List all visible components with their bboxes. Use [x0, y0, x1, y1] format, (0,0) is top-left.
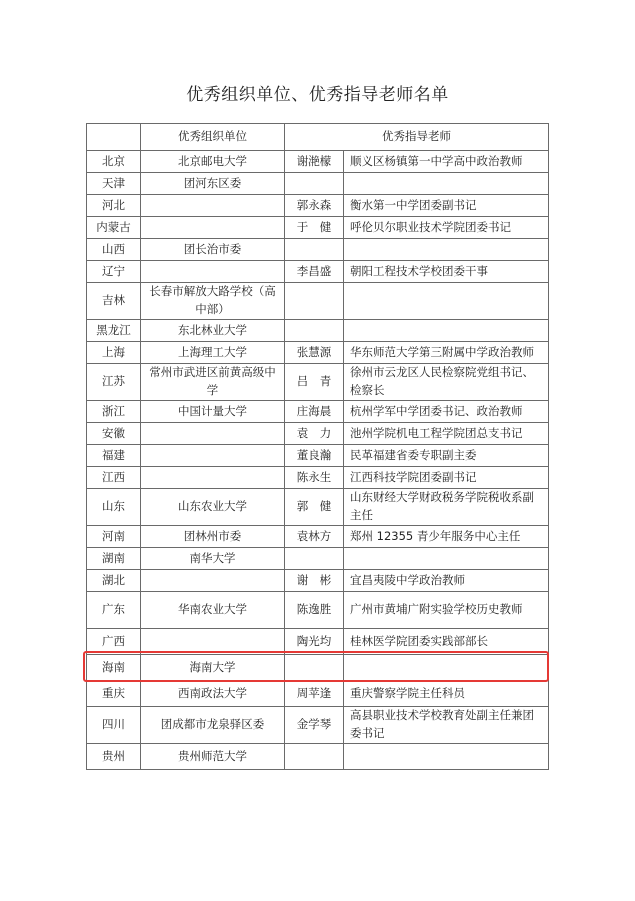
- province-cell: 黑龙江: [87, 320, 141, 342]
- instructor-title-cell: [344, 320, 549, 342]
- organization-cell: [141, 467, 285, 489]
- table-row: [87, 570, 549, 592]
- province-cell: 广西: [87, 629, 141, 655]
- instructor-title-cell: 衡水第一中学团委副书记: [344, 195, 549, 217]
- table-body: [87, 151, 549, 770]
- instructor-title-cell: 杭州学军中学团委书记、政治教师: [344, 401, 549, 423]
- organization-cell: [141, 217, 285, 239]
- table-row: [87, 320, 549, 342]
- organization-cell: 团河东区委: [141, 173, 285, 195]
- instructor-name-cell: [285, 548, 344, 570]
- instructor-title-cell: 桂林医学院团委实践部部长: [344, 629, 549, 655]
- instructor-name-cell: 李昌盛: [285, 261, 344, 283]
- organization-cell: 上海理工大学: [141, 342, 285, 364]
- organization-cell: 团林州市委: [141, 526, 285, 548]
- organization-cell: 北京邮电大学: [141, 151, 285, 173]
- instructor-name-cell: [285, 173, 344, 195]
- table-row: [87, 261, 549, 283]
- roster-table: [86, 123, 549, 770]
- province-cell: 贵州: [87, 744, 141, 770]
- province-cell: 辽宁: [87, 261, 141, 283]
- table-row: [87, 283, 549, 320]
- organization-cell: [141, 629, 285, 655]
- instructor-title-cell: [344, 173, 549, 195]
- province-cell: 山西: [87, 239, 141, 261]
- instructor-name-cell: 陈逸胜: [285, 592, 344, 629]
- organization-cell: [141, 423, 285, 445]
- instructor-name-cell: 张慧源: [285, 342, 344, 364]
- province-cell: 河南: [87, 526, 141, 548]
- page-title: 优秀组织单位、优秀指导老师名单: [186, 85, 449, 105]
- instructor-title-cell: 宜昌夷陵中学政治教师: [344, 570, 549, 592]
- table-row: [87, 592, 549, 629]
- organization-cell: 东北林业大学: [141, 320, 285, 342]
- instructor-name-cell: [285, 239, 344, 261]
- instructor-name-cell: [285, 744, 344, 770]
- table-row: [87, 467, 549, 489]
- province-cell: 湖北: [87, 570, 141, 592]
- instructor-title-cell: [344, 283, 549, 320]
- table-row: [87, 629, 549, 655]
- table-row: [87, 364, 549, 401]
- instructor-title-cell: [344, 548, 549, 570]
- instructor-title-cell: 朝阳工程技术学校团委干事: [344, 261, 549, 283]
- table-row: [87, 342, 549, 364]
- instructor-name-cell: 谢滟檬: [285, 151, 344, 173]
- organization-cell: [141, 261, 285, 283]
- table-row: [87, 239, 549, 261]
- instructor-title-cell: 民革福建省委专职副主委: [344, 445, 549, 467]
- instructor-title-cell: 郑州 12355 青少年服务中心主任: [344, 526, 549, 548]
- province-cell: 浙江: [87, 401, 141, 423]
- instructor-title-cell: 顺义区杨镇第一中学高中政治教师: [344, 151, 549, 173]
- table-row: [87, 423, 549, 445]
- table-header-row: [87, 124, 549, 151]
- organization-cell: 长春市解放大路学校（高中部）: [141, 283, 285, 320]
- organization-cell: 山东农业大学: [141, 489, 285, 526]
- table-row: [87, 744, 549, 770]
- instructor-name-cell: 陈永生: [285, 467, 344, 489]
- organization-cell: 华南农业大学: [141, 592, 285, 629]
- province-cell: 山东: [87, 489, 141, 526]
- instructor-title-cell: 呼伦贝尔职业技术学院团委书记: [344, 217, 549, 239]
- table-row: [87, 195, 549, 217]
- instructor-title-cell: 广州市黄埔广附实验学校历史教师: [344, 592, 549, 629]
- instructor-title-cell: 池州学院机电工程学院团总支书记: [344, 423, 549, 445]
- header-instructor: 优秀指导老师: [285, 124, 549, 151]
- organization-cell: 贵州师范大学: [141, 744, 285, 770]
- province-cell: 北京: [87, 151, 141, 173]
- table-row: [87, 151, 549, 173]
- province-cell: 四川: [87, 707, 141, 744]
- table-row: [87, 548, 549, 570]
- table-row: [87, 681, 549, 707]
- province-cell: 海南: [87, 655, 141, 681]
- province-cell: 广东: [87, 592, 141, 629]
- instructor-name-cell: [285, 283, 344, 320]
- organization-cell: [141, 570, 285, 592]
- table-row: [87, 401, 549, 423]
- instructor-title-cell: 重庆警察学院主任科员: [344, 681, 549, 707]
- organization-cell: 常州市武进区前黄高级中学: [141, 364, 285, 401]
- province-cell: 吉林: [87, 283, 141, 320]
- province-cell: 河北: [87, 195, 141, 217]
- province-cell: 湖南: [87, 548, 141, 570]
- organization-cell: 南华大学: [141, 548, 285, 570]
- organization-cell: [141, 445, 285, 467]
- instructor-title-cell: [344, 239, 549, 261]
- instructor-name-cell: [285, 320, 344, 342]
- instructor-name-cell: 袁林方: [285, 526, 344, 548]
- organization-cell: 团长治市委: [141, 239, 285, 261]
- instructor-title-cell: [344, 655, 549, 681]
- instructor-title-cell: 华东师范大学第三附属中学政治教师: [344, 342, 549, 364]
- header-organization: 优秀组织单位: [141, 124, 285, 151]
- instructor-title-cell: 徐州市云龙区人民检察院党组书记、检察长: [344, 364, 549, 401]
- table-row: [87, 526, 549, 548]
- organization-cell: [141, 195, 285, 217]
- province-cell: 江苏: [87, 364, 141, 401]
- instructor-name-cell: 谢 彬: [285, 570, 344, 592]
- instructor-name-cell: 于 健: [285, 217, 344, 239]
- table-row: [87, 655, 549, 681]
- instructor-name-cell: 郭永森: [285, 195, 344, 217]
- instructor-name-cell: 庄海晨: [285, 401, 344, 423]
- instructor-title-cell: 山东财经大学财政税务学院税收系副主任: [344, 489, 549, 526]
- instructor-name-cell: 袁 力: [285, 423, 344, 445]
- table-row: [87, 217, 549, 239]
- instructor-name-cell: 陶光均: [285, 629, 344, 655]
- organization-cell: 中国计量大学: [141, 401, 285, 423]
- organization-cell: 西南政法大学: [141, 681, 285, 707]
- instructor-name-cell: 吕 青: [285, 364, 344, 401]
- instructor-title-cell: 高县职业技术学校教育处副主任兼团委书记: [344, 707, 549, 744]
- table-row: [87, 445, 549, 467]
- instructor-title-cell: [344, 744, 549, 770]
- table-row: [87, 489, 549, 526]
- header-province: [87, 124, 141, 151]
- province-cell: 内蒙古: [87, 217, 141, 239]
- province-cell: 福建: [87, 445, 141, 467]
- instructor-name-cell: 董良瀚: [285, 445, 344, 467]
- instructor-title-cell: 江西科技学院团委副书记: [344, 467, 549, 489]
- table-row: [87, 173, 549, 195]
- province-cell: 江西: [87, 467, 141, 489]
- instructor-name-cell: 金学琴: [285, 707, 344, 744]
- province-cell: 天津: [87, 173, 141, 195]
- table-row: [87, 707, 549, 744]
- instructor-name-cell: 郭 健: [285, 489, 344, 526]
- province-cell: 安徽: [87, 423, 141, 445]
- province-cell: 重庆: [87, 681, 141, 707]
- province-cell: 上海: [87, 342, 141, 364]
- instructor-name-cell: 周苹逢: [285, 681, 344, 707]
- organization-cell: 海南大学: [141, 655, 285, 681]
- organization-cell: 团成都市龙泉驿区委: [141, 707, 285, 744]
- instructor-name-cell: [285, 655, 344, 681]
